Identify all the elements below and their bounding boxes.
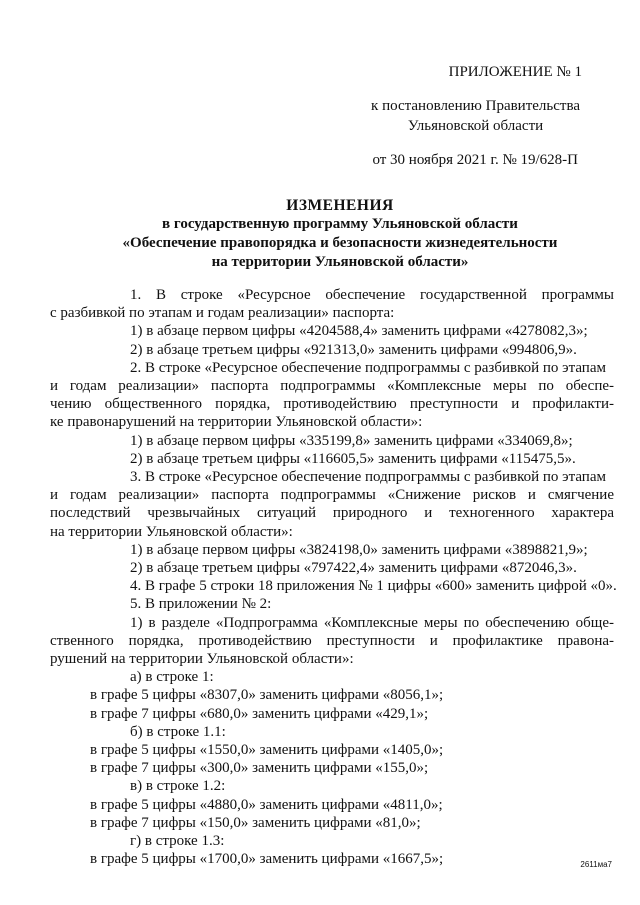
subitem-v-line-1: в графе 5 цифры «4880,0» заменить цифрами «4811,0»; [90, 796, 443, 813]
subitem-v: в) в строке 1.2: [130, 778, 226, 795]
paragraph-2-item-1: 1) в абзаце первом цифры «335199,8» заменить цифрами «334069,8»; [130, 432, 573, 449]
paragraph-3-line-1: 3. В строке «Ресурсное обеспечение подпрограммы с разбивкой по этапам [130, 469, 606, 486]
document-title [80, 196, 600, 272]
paragraph-2-line-3: чению общественного порядка, противодействию преступности и профилакти- [50, 396, 614, 413]
subitem-g-line-1: в графе 5 цифры «1700,0» заменить цифрами «1667,5»; [90, 851, 444, 868]
paragraph-3-line-2: и годам реализации» паспорта подпрограммы «Снижение рисков и смягчение [50, 487, 614, 504]
subitem-g: г) в строке 1.3: [130, 833, 225, 850]
decree-reference [371, 96, 580, 136]
paragraph-1-item-2: 2) в абзаце третьем цифры «921313,0» заменить цифрами «994806,9». [130, 341, 577, 358]
subitem-b-line-1: в графе 5 цифры «1550,0» заменить цифрами «1405,0»; [90, 742, 444, 759]
subitem-a-line-1: в графе 5 цифры «8307,0» заменить цифрами «8056,1»; [90, 687, 444, 704]
paragraph-5-item-1-line-3: рушений на территории Ульяновской области»: [50, 651, 354, 668]
subitem-a-line-2: в графе 7 цифры «680,0» заменить цифрами «429,1»; [90, 705, 429, 722]
paragraph-3-item-1: 1) в абзаце первом цифры «3824198,0» заменить цифрами «3898821,9»; [130, 541, 588, 558]
title-line-1: ИЗМЕНЕНИЯ [286, 197, 394, 214]
paragraph-3-item-2: 2) в абзаце третьем цифры «797422,4» заменить цифрами «872046,3». [130, 560, 577, 577]
paragraph-1-line-2: с разбивкой по этапам и годам реализации» паспорта: [50, 305, 395, 322]
decree-line-1: к постановлению Правительства [371, 98, 580, 114]
document-body [50, 286, 617, 869]
appendix-label: ПРИЛОЖЕНИЕ № 1 [448, 64, 582, 80]
paragraph-3-line-4: на территории Ульяновской области»: [50, 523, 293, 540]
paragraph-3-line-3: последствий чрезвычайных ситуаций природного и техногенного характера [50, 505, 614, 522]
subitem-b: б) в строке 1.1: [130, 723, 226, 740]
decree-date: от 30 ноября 2021 г. № 19/628-П [372, 152, 578, 168]
paragraph-1-line-1: 1. В строке «Ресурсное обеспечение государственной программы [130, 287, 614, 303]
paragraph-4: 4. В графе 5 строки 18 приложения № 1 цифры «600» заменить цифрой «0». [130, 578, 617, 595]
paragraph-2-line-2: и годам реализации» паспорта подпрограммы «Комплексные меры по обеспе- [50, 378, 614, 395]
paragraph-5: 5. В приложении № 2: [130, 596, 272, 613]
subitem-b-line-2: в графе 7 цифры «300,0» заменить цифрами «155,0»; [90, 760, 429, 777]
footer-document-code: 2611ма7 [580, 860, 612, 869]
decree-line-2: Ульяновской области [407, 118, 544, 134]
paragraph-2-item-2: 2) в абзаце третьем цифры «116605,5» заменить цифрами «115475,5». [130, 450, 576, 467]
paragraph-5-item-1-line-1: 1) в разделе «Подпрограмма «Комплексные меры по обеспечению обще- [130, 614, 614, 631]
title-line-4: на территории Ульяновской области» [211, 254, 469, 270]
paragraph-1-item-1: 1) в абзаце первом цифры «4204588,4» заменить цифрами «4278082,3»; [130, 323, 588, 340]
paragraph-2-line-1: 2. В строке «Ресурсное обеспечение подпрограммы с разбивкой по этапам [130, 359, 606, 376]
title-line-2: в государственную программу Ульяновской области [162, 216, 518, 232]
subitem-a: а) в строке 1: [130, 669, 214, 686]
paragraph-2-line-4: ке правонарушений на территории Ульяновской области»: [50, 414, 423, 431]
title-line-3: «Обеспечение правопорядка и безопасности жизнедеятельности [122, 235, 558, 251]
subitem-v-line-2: в графе 7 цифры «150,0» заменить цифрами «81,0»; [90, 814, 421, 831]
paragraph-5-item-1-line-2: ственного порядка, противодействию преступности и профилактике правона- [50, 632, 614, 649]
